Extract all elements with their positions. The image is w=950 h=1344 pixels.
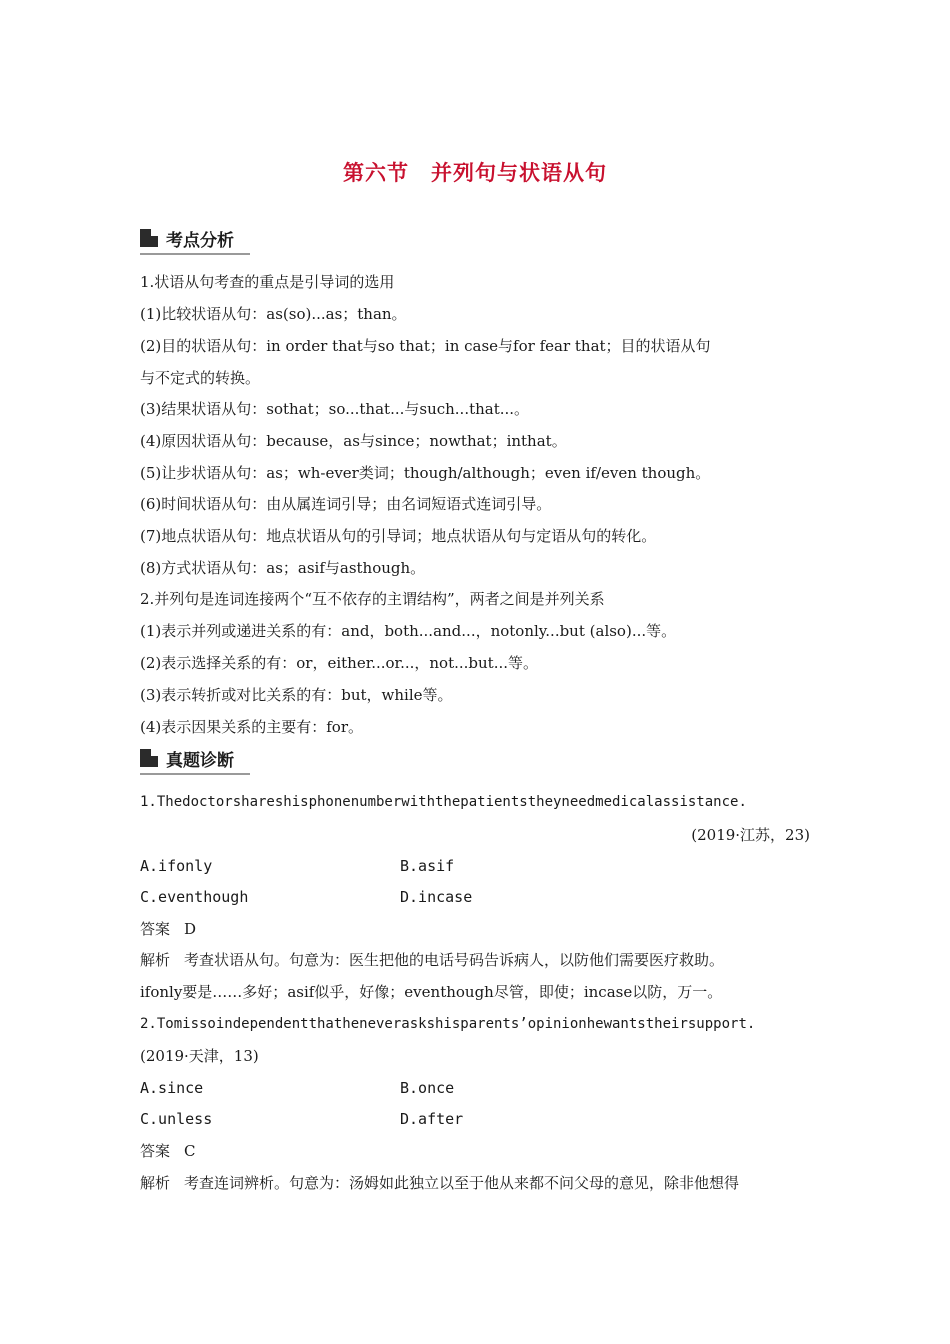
- section-square-icon: [140, 229, 158, 247]
- answer-label: 答案: [140, 1142, 171, 1160]
- question-1-stem: 1.Thedoctorshareshisphonenumberwiththepatientstheyneedmedicalassistance.: [140, 794, 747, 810]
- section-square-icon: [140, 749, 158, 767]
- text-line: (8)方式状语从句：as；asif与asthough。: [140, 559, 426, 577]
- section-heading-label: 真题诊断: [166, 750, 234, 771]
- analysis-text: 考查连词辨析。句意为：汤姆如此独立以至于他从来都不问父母的意见，除非他想得: [184, 1174, 740, 1192]
- question-2-option-c: C.unless: [140, 1110, 213, 1128]
- text-line: 1.状语从句考查的重点是引导词的选用: [140, 273, 395, 291]
- question-2-stem: 2.Tomissoindependentthatheneveraskshisparents’opinionhewantstheirsupport.: [140, 1016, 756, 1032]
- answer-value: D: [184, 920, 197, 938]
- section-heading-real-questions: [140, 744, 234, 772]
- title-part1: 第六节: [343, 161, 409, 185]
- question-1-option-b: B.asif: [400, 857, 455, 875]
- question-2-option-d: D.after: [400, 1110, 464, 1128]
- page-title: [0, 157, 950, 187]
- text-line: (4)表示因果关系的主要有：for。: [140, 718, 364, 736]
- text-line: (4)原因状语从句：because，as与since；nowthat；inthat。: [140, 432, 567, 450]
- analysis-text: 考查状语从句。句意为：医生把他的电话号码告诉病人，以防他们需要医疗救助。: [184, 951, 725, 969]
- answer-value: C: [184, 1142, 196, 1160]
- text-line: 与不定式的转换。: [140, 369, 261, 387]
- question-2-analysis: [140, 1173, 739, 1193]
- text-line: (6)时间状语从句：由从属连词引导；由名词短语式连词引导。: [140, 495, 552, 513]
- answer-label: 答案: [140, 920, 171, 938]
- question-1-analysis-cont: ifonly要是……多好；asif似乎，好像；eventhough尽管，即使；incase以防，万一。: [140, 983, 723, 1001]
- question-2-answer: [140, 1141, 196, 1161]
- text-line: (1)比较状语从句：as(so)...as；than。: [140, 305, 407, 323]
- text-line: (5)让步状语从句：as；wh-ever类词；though/although；even if/even though。: [140, 464, 711, 482]
- text-line: (3)表示转折或对比关系的有：but，while等。: [140, 686, 453, 704]
- text-line: (7)地点状语从句：地点状语从句的引导词；地点状语从句与定语从句的转化。: [140, 527, 657, 545]
- question-1-source: (2019·江苏，23): [691, 826, 810, 844]
- section-heading-label: 考点分析: [166, 230, 234, 251]
- section-underline: [140, 773, 250, 775]
- question-2-option-b: B.once: [400, 1079, 455, 1097]
- section-underline: [140, 253, 250, 255]
- text-line: 2.并列句是连词连接两个“互不依存的主谓结构”，两者之间是并列关系: [140, 590, 605, 608]
- title-part2: 并列句与状语从句: [431, 161, 607, 185]
- question-2-option-a: A.since: [140, 1079, 204, 1097]
- text-line: (1)表示并列或递进关系的有：and，both...and...，notonly...but (also)...等。: [140, 622, 677, 640]
- analysis-label: 解析: [140, 1174, 171, 1192]
- analysis-label: 解析: [140, 951, 171, 969]
- question-1-option-d: D.incase: [400, 888, 473, 906]
- question-1-option-c: C.eventhough: [140, 888, 249, 906]
- question-1-option-a: A.ifonly: [140, 857, 213, 875]
- question-2-source: (2019·天津，13): [140, 1047, 259, 1065]
- text-line: (2)目的状语从句：in order that与so that；in case与for fear that；目的状语从句: [140, 337, 711, 355]
- question-1-analysis: [140, 950, 724, 970]
- text-line: (3)结果状语从句：sothat；so...that...与such...that...。: [140, 400, 530, 418]
- text-line: (2)表示选择关系的有：or，either...or...，not...but...等。: [140, 654, 538, 672]
- section-heading-analysis: [140, 224, 234, 252]
- question-1-answer: [140, 919, 196, 939]
